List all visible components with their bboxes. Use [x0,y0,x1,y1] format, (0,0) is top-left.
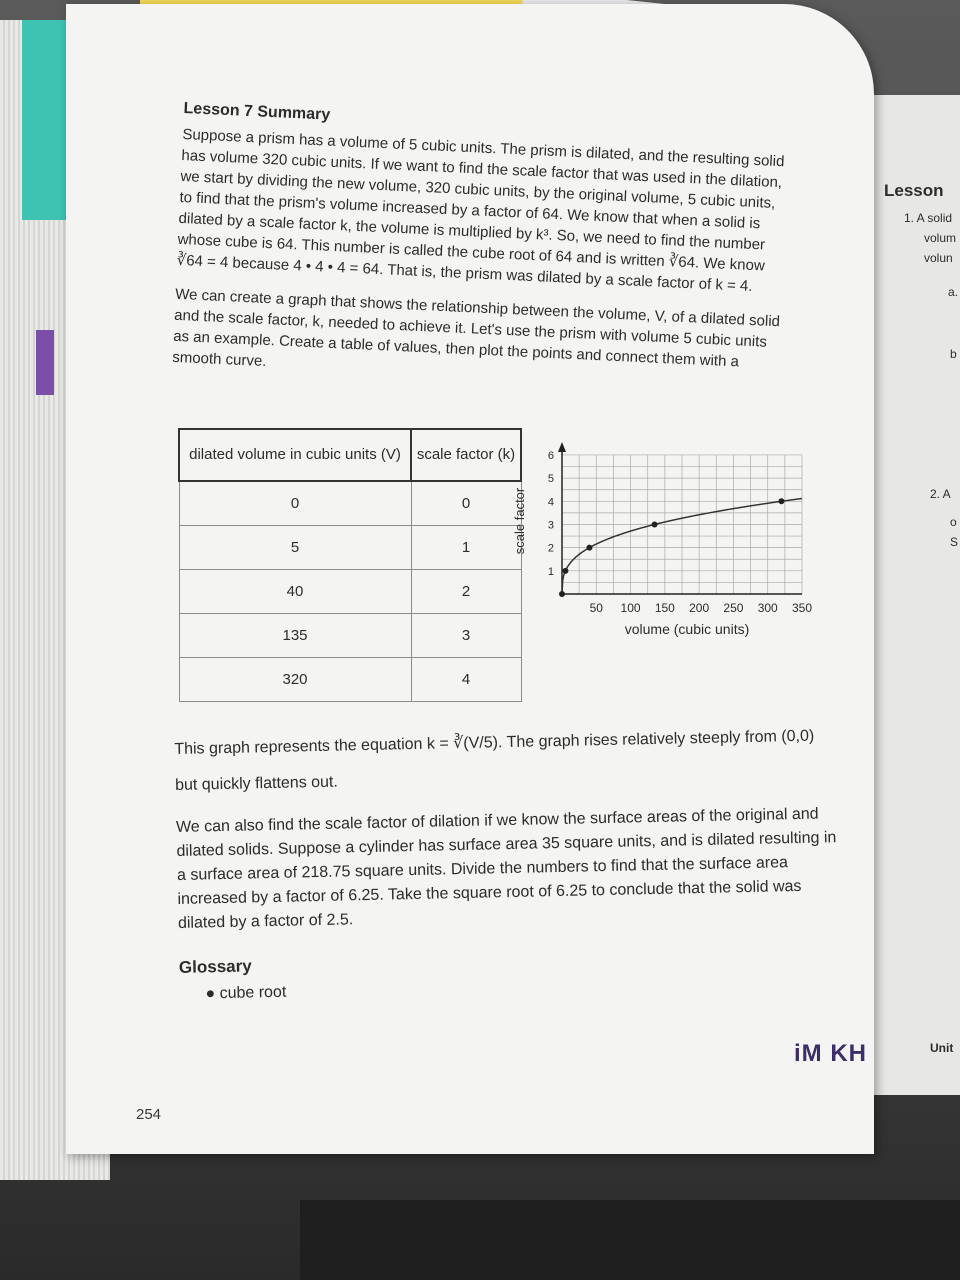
cell-volume: 135 [179,614,411,658]
y-tick-label: 5 [547,473,554,486]
y-tick-label: 4 [547,496,554,509]
cell-volume: 0 [179,481,411,526]
table-row [179,481,521,526]
table-row [179,570,521,614]
right-page-footer: Unit [930,1041,954,1055]
x-axis-label: volume (cubic units) [624,621,750,637]
right-page-item-a: a. [948,285,959,299]
cell-volume: 40 [179,570,411,614]
right-page-item2b: o [950,515,957,529]
graph-point [559,591,565,597]
x-tick-label: 50 [589,601,603,615]
purple-tab [36,330,54,395]
glossary-title: Glossary [178,956,252,977]
x-tick-label: 300 [757,601,778,615]
equation-paragraph: This graph represents the equation k = ∛(V/5). The graph rises relatively steeply from (0,0) but quickly flattens out. [174,727,815,794]
graph-point [778,498,784,504]
lower-block [174,718,840,1004]
x-tick-label: 350 [791,601,813,615]
table-header-row [179,429,521,481]
dark-cloth [300,1200,960,1280]
graph-point [652,521,658,527]
lesson-title: Lesson 7 Summary [183,100,331,124]
textbook-page [66,4,874,1154]
cell-scale: 0 [411,481,521,526]
table-row [179,614,521,658]
header-volume: dilated volume in cubic units (V) [179,429,411,481]
summary-block [172,100,794,395]
summary-paragraph-2: We can create a graph that shows the relationship between the volume, V, of a dilated solid and the scale factor, k, needed to achieve it. Let's use the prism with volume 5 cubic units as an example. Create a table of values, then plot the points and connect them with a smooth curve. [171,285,781,371]
right-page-item1c: volun [924,251,953,265]
cell-scale: 4 [411,658,521,702]
right-page-item2c: S [950,535,959,549]
x-tick-label: 200 [689,601,710,615]
glossary-item-label: cube root [219,983,287,1003]
right-page-item1: 1. A solid [904,211,953,225]
x-tick-labels [590,601,813,615]
y-tick-label: 6 [547,449,554,462]
graph-grid [562,455,802,594]
y-tick-label: 3 [547,519,554,532]
surface-area-paragraph: We can also find the scale factor of dilation if we know the surface areas of the original and dilated solids. Suppose a cylinder has surface area 35 square units, and is dilated resulting in a surface area of 218.75 square units. Divide the numbers to find that the surface area increased by a factor of 6.25. Take the square root of 6.25 to conclude that the solid was dilated by a factor of 2.5. [175,805,837,932]
values-table [178,428,522,702]
table-row [179,658,521,702]
cell-volume: 5 [179,526,411,570]
x-tick-label: 150 [654,601,675,615]
table-row [179,526,521,570]
teal-tab [22,20,72,220]
graph-point [562,568,568,574]
y-tick-label: 1 [547,565,554,578]
cell-volume: 320 [179,658,411,702]
y-tick-labels [548,450,554,578]
right-page-title: Lesson [884,181,944,200]
cell-scale: 1 [411,526,521,570]
y-tick-label: 2 [547,542,554,555]
scale-factor-graph [512,436,822,646]
cell-scale: 3 [411,614,521,658]
y-axis-arrow-icon [558,442,566,452]
x-tick-label: 250 [723,601,744,615]
x-tick-label: 100 [620,601,641,615]
glossary-item[interactable]: ● cube root [205,983,287,1003]
values-table-wrap [178,428,522,702]
y-axis-label: scale factor [512,487,527,555]
cell-scale: 2 [411,570,521,614]
im-kh-logo: iM KH [794,1040,867,1067]
graph-point [586,545,592,551]
right-page-item1b: volum [924,231,957,245]
page-number: 254 [136,1106,162,1123]
right-page-item2: 2. A [930,487,951,501]
header-scale-factor: scale factor (k) [411,429,521,481]
right-page-item-b: b [950,347,957,361]
summary-paragraph-1: Suppose a prism has a volume of 5 cubic units. The prism is dilated, and the resulting solid has volume 320 cubic units. If we want to find the scale factor that was used in the dilation, we start by dividing the new volume, 320 cubic units, by the original volume, 5 cubic units, to find that the prism's volume increased by a factor of 64. We know that when a solid is dilated by a scale factor k, the volume is multiplied by k³. So, we need to find the number whose cube is 64. This number is called the cube root of 64 and is written ∛64. We know ∛64 = 4 because 4 • 4 • 4 = 64. That is, the prism was dilated by a scale factor of k = 4. [176,125,785,295]
